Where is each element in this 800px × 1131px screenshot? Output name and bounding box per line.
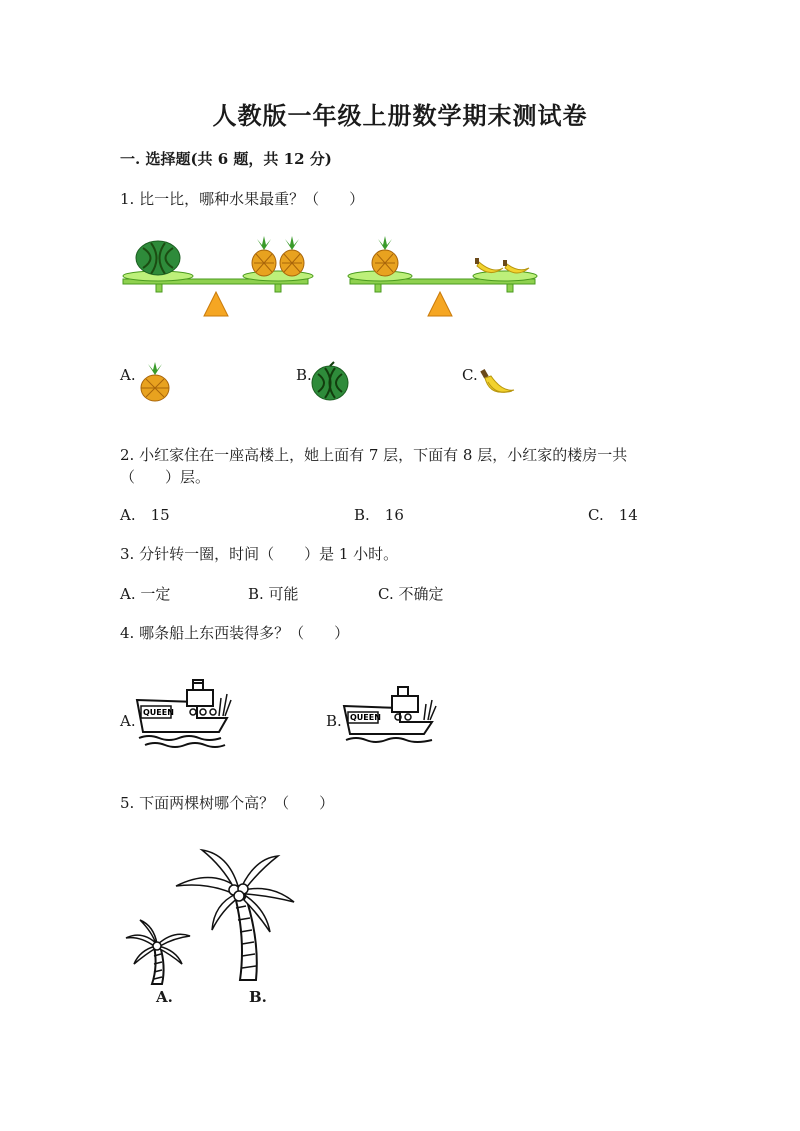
page-title: 人教版一年级上册数学期末测试卷 [212,101,588,130]
boat-a-icon [135,676,235,748]
question-5-text: 5. 下面两棵树哪个高？（ ） [120,794,335,812]
palm-tree-tall-icon [172,848,297,983]
question-5-option-b[interactable]: B. [249,988,267,1006]
boat-a-label: QUEEN [143,708,174,717]
question-4-option-b[interactable]: B. [326,712,342,730]
question-5-option-a[interactable]: A. [156,988,173,1006]
question-4-option-a[interactable]: A. [120,712,136,730]
question-2-option-b[interactable]: B. 16 [354,506,404,524]
question-3-option-a[interactable]: A. 一定 [120,585,171,603]
balance-scale-2 [345,236,545,326]
question-3-option-c[interactable]: C. 不确定 [378,585,444,603]
section-heading: 一. 选择题(共 6 题，共 12 分) [120,150,332,168]
question-2-option-a[interactable]: A. 15 [120,506,170,524]
question-2-text-line1: 2. 小红家住在一座高楼上，她上面有 7 层，下面有 8 层，小红家的楼房一共 [120,446,628,464]
question-3-text: 3. 分针转一圈，时间（ ）是 1 小时。 [120,545,399,563]
question-3-option-b[interactable]: B. 可能 [248,585,299,603]
question-4-text: 4. 哪条船上东西装得多？（ ） [120,624,350,642]
watermelon-icon [310,362,350,402]
balance-scale-1 [118,236,318,326]
question-1-option-b[interactable]: B. [296,366,312,384]
pineapple-icon [138,362,172,402]
banana-icon [478,368,518,402]
question-1-option-c[interactable]: C. [462,366,478,384]
question-2-text-line2: （ ）层。 [120,468,211,486]
boat-b-icon [340,686,440,746]
boat-b-label: QUEEN [350,713,381,722]
question-2-option-c[interactable]: C. 14 [588,506,638,524]
question-1-text: 1. 比一比，哪种水果最重？（ ） [120,190,365,208]
question-1-option-a[interactable]: A. [120,366,136,384]
